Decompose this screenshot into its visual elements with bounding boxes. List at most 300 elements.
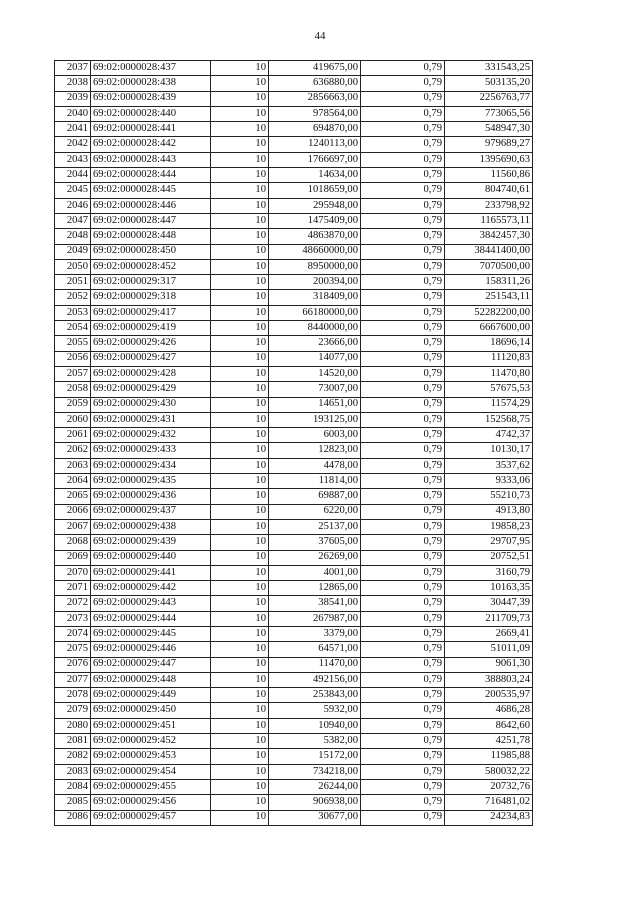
cadastral-value-cell: 419675,00 — [269, 61, 361, 76]
table-row — [55, 550, 533, 565]
coefficient-cell: 0,79 — [361, 688, 445, 703]
cadastral-number-cell: 69:02:0000029:447 — [91, 657, 211, 672]
result-value-cell: 55210,73 — [445, 489, 533, 504]
table-row — [55, 76, 533, 91]
cadastral-number-cell: 69:02:0000029:433 — [91, 443, 211, 458]
result-value-cell: 19858,23 — [445, 519, 533, 534]
table-row — [55, 229, 533, 244]
row-number-cell: 2039 — [55, 91, 91, 106]
result-value-cell: 3537,62 — [445, 458, 533, 473]
result-value-cell: 388803,24 — [445, 672, 533, 687]
cadastral-value-cell: 11470,00 — [269, 657, 361, 672]
result-value-cell: 716481,02 — [445, 795, 533, 810]
table-row — [55, 275, 533, 290]
result-value-cell: 804740,61 — [445, 183, 533, 198]
table-row — [55, 718, 533, 733]
result-value-cell: 52282200,00 — [445, 305, 533, 320]
rate-cell: 10 — [211, 244, 269, 259]
table-row — [55, 703, 533, 718]
row-number-cell: 2070 — [55, 565, 91, 580]
rate-cell: 10 — [211, 474, 269, 489]
rate-cell: 10 — [211, 428, 269, 443]
result-value-cell: 1165573,11 — [445, 213, 533, 228]
result-value-cell: 4251,78 — [445, 734, 533, 749]
cadastral-number-cell: 69:02:0000028:437 — [91, 61, 211, 76]
cadastral-value-cell: 14651,00 — [269, 397, 361, 412]
coefficient-cell: 0,79 — [361, 428, 445, 443]
cadastral-value-cell: 14077,00 — [269, 351, 361, 366]
row-number-cell: 2055 — [55, 336, 91, 351]
cadastral-number-cell: 69:02:0000029:452 — [91, 734, 211, 749]
table-row — [55, 626, 533, 641]
table-row — [55, 810, 533, 825]
rate-cell: 10 — [211, 412, 269, 427]
coefficient-cell: 0,79 — [361, 91, 445, 106]
rate-cell: 10 — [211, 749, 269, 764]
result-value-cell: 580032,22 — [445, 764, 533, 779]
row-number-cell: 2081 — [55, 734, 91, 749]
rate-cell: 10 — [211, 91, 269, 106]
rate-cell: 10 — [211, 596, 269, 611]
coefficient-cell: 0,79 — [361, 366, 445, 381]
result-value-cell: 331543,25 — [445, 61, 533, 76]
coefficient-cell: 0,79 — [361, 764, 445, 779]
table-row — [55, 244, 533, 259]
table-row — [55, 779, 533, 794]
cadastral-value-cell: 12823,00 — [269, 443, 361, 458]
result-value-cell: 4686,28 — [445, 703, 533, 718]
cadastral-value-cell: 1475409,00 — [269, 213, 361, 228]
cadastral-value-cell: 10940,00 — [269, 718, 361, 733]
rate-cell: 10 — [211, 642, 269, 657]
coefficient-cell: 0,79 — [361, 581, 445, 596]
table-row — [55, 137, 533, 152]
coefficient-cell: 0,79 — [361, 504, 445, 519]
result-value-cell: 24234,83 — [445, 810, 533, 825]
coefficient-cell: 0,79 — [361, 657, 445, 672]
cadastral-number-cell: 69:02:0000029:457 — [91, 810, 211, 825]
cadastral-number-cell: 69:02:0000029:419 — [91, 321, 211, 336]
result-value-cell: 1395690,63 — [445, 152, 533, 167]
page-number: 44 — [314, 30, 326, 42]
cadastral-value-cell: 694870,00 — [269, 122, 361, 137]
cadastral-number-cell: 69:02:0000029:448 — [91, 672, 211, 687]
row-number-cell: 2058 — [55, 382, 91, 397]
cadastral-value-cell: 38541,00 — [269, 596, 361, 611]
table-row — [55, 443, 533, 458]
cadastral-number-cell: 69:02:0000028:448 — [91, 229, 211, 244]
row-number-cell: 2060 — [55, 412, 91, 427]
result-value-cell: 233798,92 — [445, 198, 533, 213]
result-value-cell: 11985,88 — [445, 749, 533, 764]
result-value-cell: 3160,79 — [445, 565, 533, 580]
cadastral-value-cell: 492156,00 — [269, 672, 361, 687]
row-number-cell: 2073 — [55, 611, 91, 626]
rate-cell: 10 — [211, 321, 269, 336]
result-value-cell: 9061,30 — [445, 657, 533, 672]
cadastral-number-cell: 69:02:0000029:432 — [91, 428, 211, 443]
row-number-cell: 2049 — [55, 244, 91, 259]
cadastral-number-cell: 69:02:0000029:442 — [91, 581, 211, 596]
cadastral-value-cell: 5932,00 — [269, 703, 361, 718]
cadastral-number-cell: 69:02:0000028:439 — [91, 91, 211, 106]
coefficient-cell: 0,79 — [361, 474, 445, 489]
cadastral-number-cell: 69:02:0000028:446 — [91, 198, 211, 213]
coefficient-cell: 0,79 — [361, 565, 445, 580]
result-value-cell: 773065,56 — [445, 106, 533, 121]
coefficient-cell: 0,79 — [361, 183, 445, 198]
cadastral-value-cell: 64571,00 — [269, 642, 361, 657]
row-number-cell: 2084 — [55, 779, 91, 794]
cadastral-value-cell: 193125,00 — [269, 412, 361, 427]
cadastral-number-cell: 69:02:0000029:439 — [91, 535, 211, 550]
row-number-cell: 2051 — [55, 275, 91, 290]
cadastral-number-cell: 69:02:0000029:456 — [91, 795, 211, 810]
rate-cell: 10 — [211, 703, 269, 718]
cadastral-number-cell: 69:02:0000029:441 — [91, 565, 211, 580]
cadastral-value-cell: 25137,00 — [269, 519, 361, 534]
row-number-cell: 2076 — [55, 657, 91, 672]
coefficient-cell: 0,79 — [361, 519, 445, 534]
result-value-cell: 4742,37 — [445, 428, 533, 443]
coefficient-cell: 0,79 — [361, 321, 445, 336]
row-number-cell: 2046 — [55, 198, 91, 213]
rate-cell: 10 — [211, 718, 269, 733]
cadastral-number-cell: 69:02:0000029:450 — [91, 703, 211, 718]
row-number-cell: 2085 — [55, 795, 91, 810]
coefficient-cell: 0,79 — [361, 734, 445, 749]
cadastral-value-cell: 4001,00 — [269, 565, 361, 580]
cadastral-value-cell: 11814,00 — [269, 474, 361, 489]
result-value-cell: 8642,60 — [445, 718, 533, 733]
cadastral-number-cell: 69:02:0000029:454 — [91, 764, 211, 779]
table-row — [55, 122, 533, 137]
cadastral-value-cell: 1018659,00 — [269, 183, 361, 198]
cadastral-number-cell: 69:02:0000029:453 — [91, 749, 211, 764]
row-number-cell: 2079 — [55, 703, 91, 718]
result-value-cell: 18696,14 — [445, 336, 533, 351]
coefficient-cell: 0,79 — [361, 213, 445, 228]
rate-cell: 10 — [211, 795, 269, 810]
cadastral-number-cell: 69:02:0000029:445 — [91, 626, 211, 641]
cadastral-value-cell: 23666,00 — [269, 336, 361, 351]
rate-cell: 10 — [211, 229, 269, 244]
result-value-cell: 10130,17 — [445, 443, 533, 458]
coefficient-cell: 0,79 — [361, 61, 445, 76]
rate-cell: 10 — [211, 458, 269, 473]
rate-cell: 10 — [211, 275, 269, 290]
cadastral-number-cell: 69:02:0000029:431 — [91, 412, 211, 427]
coefficient-cell: 0,79 — [361, 382, 445, 397]
result-value-cell: 2669,41 — [445, 626, 533, 641]
rate-cell: 10 — [211, 504, 269, 519]
table-row — [55, 259, 533, 274]
rate-cell: 10 — [211, 397, 269, 412]
row-number-cell: 2045 — [55, 183, 91, 198]
row-number-cell: 2066 — [55, 504, 91, 519]
row-number-cell: 2044 — [55, 168, 91, 183]
cadastral-number-cell: 69:02:0000028:445 — [91, 183, 211, 198]
cadastral-value-cell: 4863870,00 — [269, 229, 361, 244]
result-value-cell: 11574,29 — [445, 397, 533, 412]
cadastral-value-cell: 1766697,00 — [269, 152, 361, 167]
cadastral-number-cell: 69:02:0000029:449 — [91, 688, 211, 703]
cadastral-value-cell: 295948,00 — [269, 198, 361, 213]
result-value-cell: 20732,76 — [445, 779, 533, 794]
row-number-cell: 2062 — [55, 443, 91, 458]
cadastral-number-cell: 69:02:0000029:427 — [91, 351, 211, 366]
cadastral-value-cell: 978564,00 — [269, 106, 361, 121]
table-row — [55, 657, 533, 672]
row-number-cell: 2040 — [55, 106, 91, 121]
cadastral-value-cell: 5382,00 — [269, 734, 361, 749]
result-value-cell: 7070500,00 — [445, 259, 533, 274]
cadastral-value-cell: 73007,00 — [269, 382, 361, 397]
coefficient-cell: 0,79 — [361, 810, 445, 825]
table-row — [55, 382, 533, 397]
cadastral-value-cell: 26269,00 — [269, 550, 361, 565]
coefficient-cell: 0,79 — [361, 229, 445, 244]
cadastral-number-cell: 69:02:0000029:436 — [91, 489, 211, 504]
rate-cell: 10 — [211, 489, 269, 504]
result-value-cell: 211709,73 — [445, 611, 533, 626]
cadastral-number-cell: 69:02:0000029:318 — [91, 290, 211, 305]
coefficient-cell: 0,79 — [361, 550, 445, 565]
table-row — [55, 336, 533, 351]
result-value-cell: 10163,35 — [445, 581, 533, 596]
result-value-cell: 2256763,77 — [445, 91, 533, 106]
cadastral-number-cell: 69:02:0000028:452 — [91, 259, 211, 274]
coefficient-cell: 0,79 — [361, 397, 445, 412]
rate-cell: 10 — [211, 183, 269, 198]
result-value-cell: 51011,09 — [445, 642, 533, 657]
result-value-cell: 57675,53 — [445, 382, 533, 397]
coefficient-cell: 0,79 — [361, 672, 445, 687]
cadastral-number-cell: 69:02:0000029:434 — [91, 458, 211, 473]
cadastral-number-cell: 69:02:0000028:438 — [91, 76, 211, 91]
rate-cell: 10 — [211, 626, 269, 641]
cadastral-number-cell: 69:02:0000029:438 — [91, 519, 211, 534]
coefficient-cell: 0,79 — [361, 305, 445, 320]
row-number-cell: 2057 — [55, 366, 91, 381]
coefficient-cell: 0,79 — [361, 626, 445, 641]
rate-cell: 10 — [211, 336, 269, 351]
rate-cell: 10 — [211, 581, 269, 596]
cadastral-value-cell: 12865,00 — [269, 581, 361, 596]
rate-cell: 10 — [211, 810, 269, 825]
coefficient-cell: 0,79 — [361, 152, 445, 167]
cadastral-number-cell: 69:02:0000029:455 — [91, 779, 211, 794]
rate-cell: 10 — [211, 611, 269, 626]
cadastral-value-cell: 30677,00 — [269, 810, 361, 825]
table-row — [55, 489, 533, 504]
table-body — [55, 61, 533, 826]
result-value-cell: 6667600,00 — [445, 321, 533, 336]
rate-cell: 10 — [211, 305, 269, 320]
table-row — [55, 519, 533, 534]
cadastral-value-cell: 8440000,00 — [269, 321, 361, 336]
result-value-cell: 9333,06 — [445, 474, 533, 489]
cadastral-number-cell: 69:02:0000029:428 — [91, 366, 211, 381]
cadastral-number-cell: 69:02:0000028:447 — [91, 213, 211, 228]
coefficient-cell: 0,79 — [361, 259, 445, 274]
result-value-cell: 200535,97 — [445, 688, 533, 703]
coefficient-cell: 0,79 — [361, 443, 445, 458]
cadastral-value-cell: 267987,00 — [269, 611, 361, 626]
row-number-cell: 2053 — [55, 305, 91, 320]
row-number-cell: 2069 — [55, 550, 91, 565]
result-value-cell: 29707,95 — [445, 535, 533, 550]
cadastral-value-cell: 6003,00 — [269, 428, 361, 443]
cadastral-number-cell: 69:02:0000028:441 — [91, 122, 211, 137]
cadastral-value-cell: 69887,00 — [269, 489, 361, 504]
result-value-cell: 251543,11 — [445, 290, 533, 305]
coefficient-cell: 0,79 — [361, 611, 445, 626]
cadastral-value-cell: 2856663,00 — [269, 91, 361, 106]
rate-cell: 10 — [211, 443, 269, 458]
cadastral-number-cell: 69:02:0000029:451 — [91, 718, 211, 733]
row-number-cell: 2061 — [55, 428, 91, 443]
cadastral-number-cell: 69:02:0000028:440 — [91, 106, 211, 121]
cadastral-value-cell: 253843,00 — [269, 688, 361, 703]
cadastral-number-cell: 69:02:0000028:444 — [91, 168, 211, 183]
cadastral-value-cell: 636880,00 — [269, 76, 361, 91]
row-number-cell: 2086 — [55, 810, 91, 825]
table-row — [55, 61, 533, 76]
table-row — [55, 290, 533, 305]
rate-cell: 10 — [211, 657, 269, 672]
rate-cell: 10 — [211, 366, 269, 381]
rate-cell: 10 — [211, 168, 269, 183]
row-number-cell: 2037 — [55, 61, 91, 76]
cadastral-number-cell: 69:02:0000029:317 — [91, 275, 211, 290]
table-row — [55, 596, 533, 611]
result-value-cell: 158311,26 — [445, 275, 533, 290]
table-row — [55, 688, 533, 703]
cadastral-value-cell: 1240113,00 — [269, 137, 361, 152]
rate-cell: 10 — [211, 259, 269, 274]
table-row — [55, 397, 533, 412]
table-row — [55, 672, 533, 687]
table-row — [55, 351, 533, 366]
coefficient-cell: 0,79 — [361, 779, 445, 794]
rate-cell: 10 — [211, 122, 269, 137]
cadastral-value-cell: 66180000,00 — [269, 305, 361, 320]
row-number-cell: 2056 — [55, 351, 91, 366]
coefficient-cell: 0,79 — [361, 596, 445, 611]
coefficient-cell: 0,79 — [361, 535, 445, 550]
result-value-cell: 20752,51 — [445, 550, 533, 565]
row-number-cell: 2083 — [55, 764, 91, 779]
result-value-cell: 11470,80 — [445, 366, 533, 381]
cadastral-number-cell: 69:02:0000029:429 — [91, 382, 211, 397]
table-row — [55, 305, 533, 320]
cadastral-number-cell: 69:02:0000029:430 — [91, 397, 211, 412]
table-row — [55, 106, 533, 121]
coefficient-cell: 0,79 — [361, 351, 445, 366]
row-number-cell: 2048 — [55, 229, 91, 244]
table-row — [55, 474, 533, 489]
rate-cell: 10 — [211, 519, 269, 534]
cadastral-value-cell: 8950000,00 — [269, 259, 361, 274]
table-row — [55, 458, 533, 473]
table-row — [55, 168, 533, 183]
row-number-cell: 2078 — [55, 688, 91, 703]
table-row — [55, 504, 533, 519]
table-row — [55, 749, 533, 764]
cadastral-value-cell: 37605,00 — [269, 535, 361, 550]
result-value-cell: 503135,20 — [445, 76, 533, 91]
row-number-cell: 2038 — [55, 76, 91, 91]
coefficient-cell: 0,79 — [361, 336, 445, 351]
cadastral-value-cell: 200394,00 — [269, 275, 361, 290]
row-number-cell: 2080 — [55, 718, 91, 733]
cadastral-number-cell: 69:02:0000029:426 — [91, 336, 211, 351]
cadastral-value-cell: 15172,00 — [269, 749, 361, 764]
cadastral-value-cell: 26244,00 — [269, 779, 361, 794]
rate-cell: 10 — [211, 198, 269, 213]
rate-cell: 10 — [211, 382, 269, 397]
row-number-cell: 2047 — [55, 213, 91, 228]
cadastral-number-cell: 69:02:0000029:417 — [91, 305, 211, 320]
row-number-cell: 2063 — [55, 458, 91, 473]
rate-cell: 10 — [211, 351, 269, 366]
result-value-cell: 4913,80 — [445, 504, 533, 519]
coefficient-cell: 0,79 — [361, 275, 445, 290]
row-number-cell: 2082 — [55, 749, 91, 764]
table-row — [55, 321, 533, 336]
rate-cell: 10 — [211, 61, 269, 76]
row-number-cell: 2059 — [55, 397, 91, 412]
row-number-cell: 2075 — [55, 642, 91, 657]
table-row — [55, 611, 533, 626]
rate-cell: 10 — [211, 106, 269, 121]
cadastral-number-cell: 69:02:0000029:440 — [91, 550, 211, 565]
table-row — [55, 428, 533, 443]
table-row — [55, 764, 533, 779]
coefficient-cell: 0,79 — [361, 106, 445, 121]
cadastral-value-cell: 14520,00 — [269, 366, 361, 381]
cadastral-number-cell: 69:02:0000029:437 — [91, 504, 211, 519]
rate-cell: 10 — [211, 76, 269, 91]
row-number-cell: 2077 — [55, 672, 91, 687]
row-number-cell: 2067 — [55, 519, 91, 534]
cadastral-number-cell: 69:02:0000029:443 — [91, 596, 211, 611]
row-number-cell: 2071 — [55, 581, 91, 596]
rate-cell: 10 — [211, 779, 269, 794]
result-value-cell: 979689,27 — [445, 137, 533, 152]
cadastral-value-cell: 734218,00 — [269, 764, 361, 779]
result-value-cell: 38441400,00 — [445, 244, 533, 259]
coefficient-cell: 0,79 — [361, 642, 445, 657]
coefficient-cell: 0,79 — [361, 244, 445, 259]
table-row — [55, 795, 533, 810]
coefficient-cell: 0,79 — [361, 122, 445, 137]
cadastral-number-cell: 69:02:0000029:435 — [91, 474, 211, 489]
row-number-cell: 2050 — [55, 259, 91, 274]
table-row — [55, 366, 533, 381]
rate-cell: 10 — [211, 688, 269, 703]
row-number-cell: 2042 — [55, 137, 91, 152]
rate-cell: 10 — [211, 213, 269, 228]
rate-cell: 10 — [211, 290, 269, 305]
table-row — [55, 91, 533, 106]
coefficient-cell: 0,79 — [361, 489, 445, 504]
cadastral-number-cell: 69:02:0000028:450 — [91, 244, 211, 259]
result-value-cell: 11560,86 — [445, 168, 533, 183]
rate-cell: 10 — [211, 734, 269, 749]
coefficient-cell: 0,79 — [361, 168, 445, 183]
